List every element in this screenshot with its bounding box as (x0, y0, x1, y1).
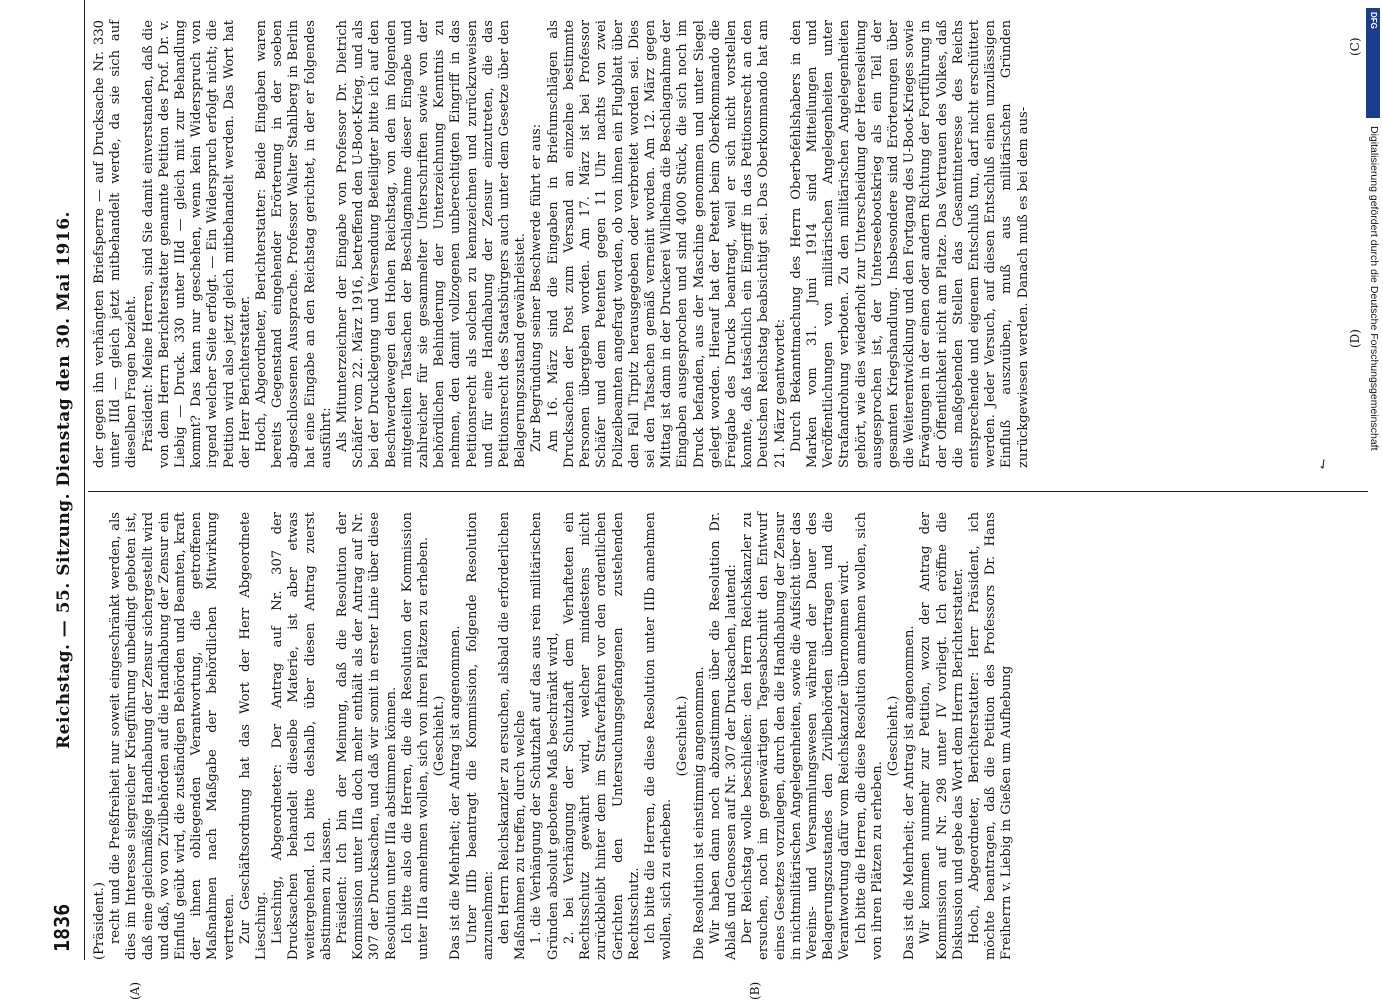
paragraph: Zur Geschäftsordnung hat das Wort der Herr Abgeordnete Liesching. (237, 512, 270, 960)
paragraph: (Geschieht.) (432, 695, 448, 777)
margin-marker-a: (A) (128, 981, 142, 1000)
paragraph: Als Mitunterzeichner der Eingabe von Professor Dr. Dietrich Schäfer vom 22. März 1916, betreffend den U-Boot-Krieg, und als bei der Drucklegung und Versendung Beteiligter bitte ich auf den Beschwerdewegen den Hohen Reichstag, von den im folgenden mitgeteilten Tatsachen der Beschlagnahme dieser Eingabe und zahlreicher für sie gesammelter Unterschriften sowie von der behördlichen Behinderung der Unterzeichnung Kenntnis zu nehmen, den damit vollzogenen unberechtigten Eingriff in das Petitionsrecht als solchen zu kennzeichnen und zurückzuweisen und für eine Handhabung der Zensur einzutreten, die das Petitionsrecht des Staatsbürgers auch unter dem Gesetze über den Belagerungszustand gewährleistet. (335, 20, 529, 468)
paragraph: 1. die Verhängung der Schutzhaft auf das aus rein militärischen Gründen absolut gebotene Maß beschränkt wird, (529, 512, 561, 960)
margin-marker-d: (D) (1348, 329, 1362, 348)
paragraph: (Geschieht.) (675, 695, 691, 777)
scan-mark: ✓ (1314, 455, 1333, 475)
paragraph: Präsident: Meine Herren, sind Sie damit einverstanden, daß die von dem Herrn Berichterstatter genannte Petition des Prof. Dr. v. Liebig — Druck. 330 unter IIId — gleich mit zur Behandlung kommt? Das kann nur geschehen, wenn kein Widerspruch von irgend welcher Seite erfolgt. — Ein Widerspruch erfolgt nicht; die Petition wird also jetzt gleich mitbehandelt werden. Das Wort hat der Herr Berichterstatter. (140, 20, 253, 468)
paragraph: Ich bitte die Herren, die diese Resolution unter IIIb annehmen wollen, sich zu erheben. (642, 512, 675, 960)
paragraph: Wir haben dann noch abzustimmen über die Resolution Dr. Ablaß und Genossen auf Nr. 307 der Drucksachen, lautend: (707, 512, 739, 960)
paragraph: Hoch, Abgeordneter, Berichterstatter: Herr Präsident, ich möchte beantragen, daß die Petition des Professors Dr. Hans Freiherrn v. Liebig in Gießen um Aufhebung (966, 512, 1015, 960)
left-column (92, 512, 1362, 960)
column-divider (88, 491, 1368, 492)
paragraph: (Präsident.) (92, 882, 107, 960)
paragraph: Ich bitte die Herren, die diese Resolution annehmen wollen, sich von ihren Plätzen zu erheben. (853, 512, 885, 960)
attribution-text: Digitalisierung gefördert durch die Deutsche Forschungsgemeinschaft (1368, 126, 1380, 451)
page-number: 1836 (50, 903, 74, 952)
paragraph: Durch Bekanntmachung des Herrn Oberbefehlshabers in den Marken vom 31. Juni 1914 sind Mitteilungen und Veröffentlichungen von militärischen Angelegenheiten unter Strafandrohung verboten. Zu den militärischen Angelegenheiten gehört, wie dies wiederholt zur Unterscheidung der Heeresleitung ausgesprochen ist, der Unterseebootskrieg als ein Teil der gesamten Kriegshandlung. Insbesondere sind Erörterungen über die Weiterentwicklung und den Fortgang des U-Boot-Krieges sowie Erwägungen in der einen oder andern Richtung der Fortführung in der Öffentlichkeit nicht am Platze. Das Vertrauen des Volkes, daß die maßgebenden Stellen das Gesamtinteresse des Reichs entsprechende und eigenem Entschluß tun, darf nicht erschüttert werden. Jeder Versuch, auf diesen Entschluß einen unzulässigen Einfluß auszuüben, muß aus militärischen Gründen zurückgewiesen werden. Danach muß es bei dem aus- (788, 20, 1031, 468)
paragraph: Hoch, Abgeordneter, Berichterstatter: Beide Eingaben waren bereits Gegenstand eingehender Erörterung in der soeben abgeschlossenen Aussprache. Professor Walter Stahlberg in Berlin hat eine Eingabe an den Reichstag gerichtet, in der er folgendes ausführt: (254, 20, 334, 468)
attribution-strip (1366, 8, 1380, 993)
rotated-page (48, 0, 1383, 1000)
paragraph: Die Resolution ist einstimmig angenommen. (691, 666, 707, 960)
paragraph: Zur Begründung seiner Beschwerde führt er aus: (529, 123, 545, 452)
paragraph: Am 16. März sind die Eingaben in Briefumschlägen als Drucksachen der Post zum Versand an einzelne bestimmte Personen übergeben worden. Am 17. März ist bei Professor Schäfer und dem Petenten gegen 11 Uhr nachts von zwei Polizeibeamten angefragt worden, ob von ihnen ein Flugblatt über den Fall Tirpitz herausgegeben oder verbreitet worden sei. Dies sei den Tatsachen gemäß verneint worden. Am 12. März gegen Mittag ist dann in der Druckerei Wilhelma die Beschlagnahme der Eingaben ausgesprochen und sind 4000 Stück, die sich noch im Druck befanden, aus der Maschine genommen und unter Siegel gelegt worden. Hierauf hat der Petent beim Oberkommando die Freigabe des Drucks beantragt, weil er sich nicht vorstellen konnte, daß tatsächlich ein Eingriff in das Petitionsrecht an den Deutschen Reichstag beabsichtigt sei. Das Oberkommando hat am 21. März geantwortet: (545, 20, 788, 468)
paragraph: Das ist die Mehrheit; der Antrag ist angenommen. (448, 625, 464, 960)
dfg-logo: DFG (1366, 8, 1380, 118)
paragraph: 2. bei Verhängung der Schutzhaft dem Verhafteten ein Rechtsschutz gewährt wird, welcher mindestens nicht zurückbleibt hinter dem im Strafverfahren vor den ordentlichen Gerichten den Untersuchungsgefangenen zustehenden Rechtsschutz. (561, 512, 642, 960)
paragraph: Der Reichstag wolle beschließen: den Herrn Reichskanzler zu ersuchen, noch im gegenwärtigen Tagesabschnitt den Entwurf eines Gesetzes vorzulegen, durch den die Handhabung der Zensur in nichtmilitärischen Angelegenheiten, sowie die Aufsicht über das Vereins- und Versammlungswesen während der Dauer des Belagerungszustandes den Zivilbehörden übertragen und die Verantwortung dafür vom Reichskanzler übernommen wird. (740, 512, 853, 960)
paragraph: Wir kommen nunmehr zur Petition, wozu der Antrag der Kommission auf Nr. 298 unter IV vorliegt. Ich eröffne die Diskussion und gebe das Wort dem Herrn Berichterstatter. (918, 512, 966, 960)
paragraph: Unter IIIb beantragt die Kommission, folgende Resolution anzunehmen: (464, 512, 496, 960)
page-header (48, 0, 85, 960)
paragraph: Liesching, Abgeordneter: Der Antrag auf Nr. 307 der Drucksachen behandelt dieselbe Materie, ist aber etwas weitergehend. Ich bitte deshalb, über diesen Antrag zuerst abstimmen zu lassen. (270, 512, 334, 960)
paragraph: Das ist die Mehrheit; der Antrag ist angenommen. (902, 625, 918, 960)
paragraph: den Herrn Reichskanzler zu ersuchen, alsbald die erforderlichen Maßnahmen zu treffen, durch welche (497, 512, 529, 960)
paragraph: Präsident: Ich bin der Meinung, daß die Resolution der Kommission unter IIIa doch mehr enthält als der Antrag auf Nr. 307 der Drucksachen, und daß wir somit in erster Linie über diese Resolution unter IIIa abstimmen können. (335, 512, 399, 960)
right-column (92, 20, 1362, 468)
margin-marker-b: (B) (748, 981, 762, 1000)
margin-marker-c: (C) (1348, 37, 1362, 56)
paragraph: der gegen ihn verhängten Briefsperre — auf Drucksache Nr. 330 unter IIId — gleich jetzt mitbehandelt werde, da sie sich auf dieselben Fragen bezieht. (92, 20, 140, 468)
paragraph: (Geschieht.) (885, 695, 901, 777)
paragraph: recht und die Preßfreiheit nur soweit eingeschränkt werden, als dies im Interesse siegreicher Kriegführung unbedingt geboten ist, daß eine gleichmäßige Handhabung der Zensur sichergestellt wird und daß, wo von Zivilbehörden auf die Handhabung der Zensur ein Einfluß geübt wird, die zuständigen Behörden und Beamten, kraft der ihnen obliegenden Verantwortung, die getroffenen Maßnahmen nach Maßgabe der behördlichen Mitwirkung vertreten. (108, 512, 237, 960)
paragraph: Ich bitte also die Herren, die die Resolution der Kommission unter IIIa annehmen wollen, sich von ihren Plätzen zu erheben. (399, 512, 432, 960)
page-title: Reichstag. — 55. Sitzung. Dienstag den 30. Mai 1916. (54, 211, 74, 749)
